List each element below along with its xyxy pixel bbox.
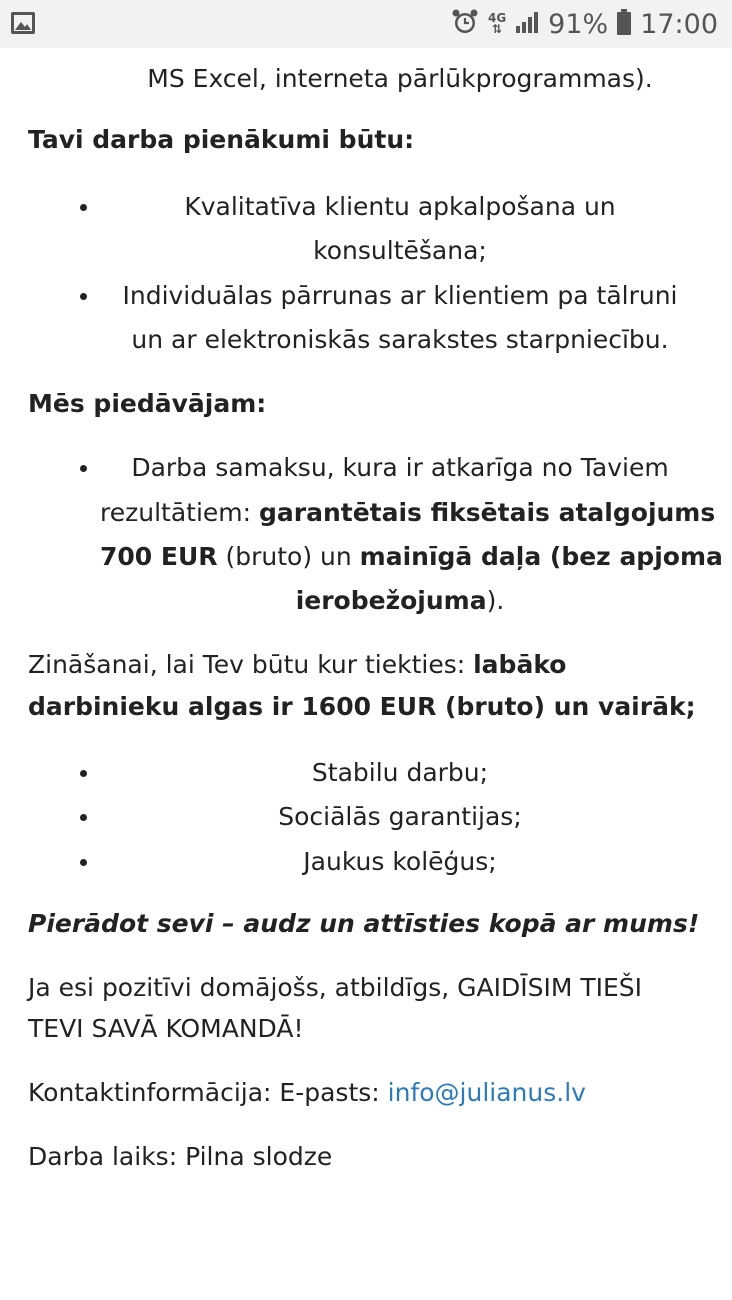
contact-label: Kontaktinformācija: E-pasts: — [28, 1078, 388, 1107]
offer-pay-line4 — [100, 586, 700, 616]
invite-line2: TEVI SAVĀ KOMANDĀ! — [28, 1014, 304, 1043]
duties-heading: Tavi darba pienākumi būtu: — [28, 125, 415, 154]
duty-item-1-line2: konsultēšana; — [313, 236, 487, 265]
pay-text: (bruto) un — [217, 542, 360, 571]
contact-line — [28, 1078, 586, 1108]
info-line1 — [28, 650, 566, 680]
duty-item-2-line1: Individuālas pārrunas ar klientiem pa tālruni — [122, 281, 678, 310]
email-link[interactable]: info@julianus.lv — [387, 1078, 586, 1107]
battery-percent: 91% — [548, 8, 609, 40]
worktime-text: Darba laiks: Pilna slodze — [28, 1142, 333, 1171]
bullet-icon — [76, 766, 90, 780]
duty-item-1-line1: Kvalitatīva klientu apkalpošana un — [184, 192, 616, 221]
bullet-icon — [76, 855, 90, 869]
gallery-notification-icon — [10, 11, 36, 39]
bullet-icon — [76, 461, 90, 475]
status-bar — [0, 0, 732, 48]
pay-text: rezultātiem: — [100, 498, 259, 527]
benefit-item: Jaukus kolēģus; — [303, 847, 497, 876]
offer-heading: Mēs piedāvājam: — [28, 389, 267, 418]
network-type-icon: 4G ⇅ — [487, 11, 507, 36]
bullet-icon — [76, 810, 90, 824]
benefit-item: Stabilu darbu; — [311, 758, 489, 787]
bullet-icon — [76, 200, 90, 214]
duty-item-2-line2: un ar elektroniskās sarakstes starpniecību. — [131, 325, 669, 354]
pay-variable-part: mainīgā daļa (bez apjoma — [359, 542, 723, 571]
signal-icon — [515, 11, 539, 37]
slogan: Pierādot sevi – audz un attīsties kopā ar mums! — [28, 909, 700, 938]
bullet-icon — [76, 289, 90, 303]
pay-variable-part-end: ierobežojuma — [295, 586, 487, 615]
battery-icon — [617, 9, 631, 39]
offer-pay-line3 — [100, 542, 723, 572]
pay-amount: 700 EUR — [100, 542, 218, 571]
invite-line1: Ja esi pozitīvi domājošs, atbildīgs, GAIDĪSIM TIEŠI — [28, 973, 643, 1002]
status-indicators — [451, 0, 718, 48]
clock: 17:00 — [640, 8, 718, 40]
alarm-icon — [451, 8, 479, 40]
offer-pay-line1: Darba samaksu, kura ir atkarīga no Taviem — [131, 453, 669, 482]
benefit-item: Sociālās garantijas; — [278, 802, 522, 831]
pay-fixed-salary: garantētais fiksētais atalgojums — [259, 498, 716, 527]
offer-pay-line2 — [100, 498, 716, 528]
info-highlight: labāko — [473, 650, 567, 679]
intro-tail-text: MS Excel, interneta pārlūkprogrammas). — [147, 64, 653, 93]
info-line2: darbinieku algas ir 1600 EUR (bruto) un vairāk; — [28, 692, 696, 721]
network-type: 4G — [487, 11, 507, 25]
pay-text: ). — [486, 586, 505, 615]
info-text: Zināšanai, lai Tev būtu kur tiekties: — [28, 650, 474, 679]
